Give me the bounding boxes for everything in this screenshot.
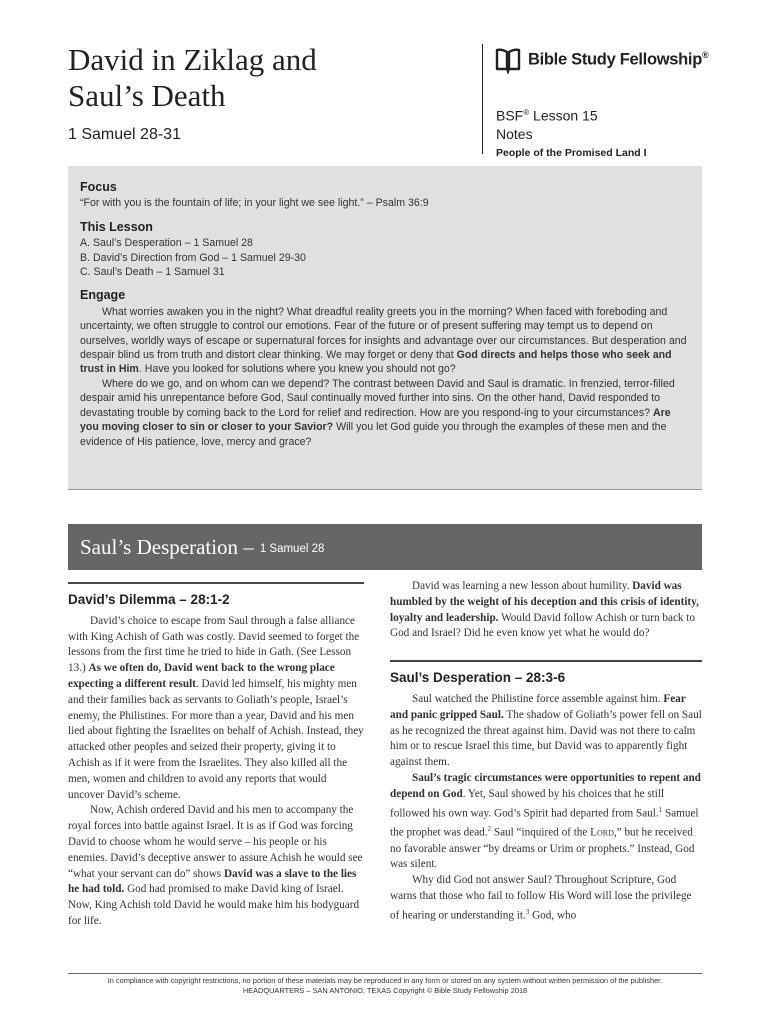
lesson-item-c: C. Saul’s Death – 1 Samuel 31 bbox=[80, 266, 225, 279]
this-lesson-heading: This Lesson bbox=[80, 219, 153, 234]
notes-label: Notes bbox=[496, 125, 533, 142]
lesson-number: BSF® Lesson 15 bbox=[496, 107, 598, 124]
right-paragraph-2: Saul’s tragic circumstances were opportunities to repent and depend on God. Yet, Saul showed by his choices that he still followed his own way. God’s Spirit had departed from Saul.$^1$ Samuel the prophet was dead.$^2$ Saul “inquired of the Lord,” but he received no favorable answer “by dreams or Urim or prophets.” Instead, God was silent. bbox=[390, 771, 701, 871]
lesson-item-b: B. David’s Direction from God – 1 Samuel 29-30 bbox=[80, 251, 306, 264]
footnote-ref-1: 1 bbox=[658, 805, 663, 814]
right-paragraph-1: Saul watched the Philistine force assemble against him. Fear and panic gripped Saul. The shadow of Goliath’s power fell on Saul as he recognized the threat against him. David was not there to calm him or to rescue Israel this time, but David was to apparently fight against them. bbox=[390, 692, 702, 769]
this-lesson-section bbox=[80, 220, 688, 280]
copyright-notice: In compliance with copyright restrictions, no portion of these materials may be reproduced in any form or stored on any system without written permission of the publisher. bbox=[107, 976, 663, 985]
copyright-footer bbox=[68, 973, 702, 996]
lesson-info bbox=[496, 104, 647, 159]
focus-section bbox=[80, 180, 688, 211]
engage-section bbox=[80, 288, 688, 448]
open-book-icon bbox=[494, 46, 522, 74]
subheading-rule bbox=[68, 582, 364, 584]
focus-heading: Focus bbox=[80, 180, 117, 194]
section-title: Saul’s Desperation – bbox=[80, 534, 254, 559]
left-paragraph-2: Now, Achish ordered David and his men to accompany the royal forces into battle against Israel. It is as if God was forcing David to choose whom he would serve – his people or his enemies. David’s deceptive answer to assure Achish he would see “what your servant can do” shows David was a slave to the lies he had told. God had promised to make David king of Israel. Now, King Achish told David he would make him his bodyguard for life. bbox=[68, 804, 363, 927]
focus-box bbox=[68, 166, 702, 490]
section-reference: 1 Samuel 28 bbox=[259, 543, 325, 555]
page-title-line-2: Saul’s Death bbox=[68, 78, 226, 113]
right-column bbox=[390, 579, 702, 924]
left-column bbox=[68, 582, 364, 930]
subheading-davids-dilemma: David’s Dilemma – 28:1-2 bbox=[68, 592, 230, 607]
right-paragraph-3: Why did God not answer Saul? Throughout Scripture, God warns that those who fail to follow His Word will lose the privilege of hearing or understanding it.$^3$ God, who bbox=[390, 874, 692, 922]
footnote-ref-3: 3 bbox=[525, 907, 530, 916]
page-title-line-1: David in Ziklag and bbox=[68, 42, 317, 77]
right-paragraph-0: David was learning a new lesson about humility. David was humbled by the weight of his deception and this crisis of identity, loyalty and leadership. Would David follow Achish or turn back to God and Israel? Did he even know yet what he would do? bbox=[390, 580, 699, 640]
focus-verse: “For with you is the fountain of life; in your light we see light.” – Psalm 36:9 bbox=[80, 197, 429, 210]
footnote-ref-2: 2 bbox=[487, 825, 492, 834]
engage-paragraph-2: Where do we go, and on whom can we depend? The contrast between David and Saul is dramatic. In frenzied, terror-filled despair amid his unrepentance before God, Saul continually moved further into sins. On the other hand, David responded to devastating trouble by coming back to the Lord for relief and redirection. How are you respond-ing to your circumstances? Are you moving closer to sin or closer to your Savior? Will you let God guide you through the examples of these men and the evidence of His patience, love, mercy and grace? bbox=[80, 377, 675, 448]
header-divider bbox=[482, 44, 483, 154]
brand-name: Bible Study Fellowship® bbox=[528, 50, 709, 69]
brand-logo bbox=[494, 46, 708, 74]
engage-paragraph-1: What worries awaken you in the night? What dreadful reality greets you in the morning? When faced with foreboding and uncertainty, we often struggle to control our emotions. Fear of the future or of present suffering may tempt us to depend on ourselves, worldly ways of escape or supernatural forces for insights and advantage over our circumstances. But desperation and despair blind us from truth and distort clear thinking. We may forget or deny that God directs and helps those who seek and trust in Him. Have you looked for solutions where you knew you should not go? bbox=[80, 305, 687, 376]
scripture-reference: 1 Samuel 28-31 bbox=[68, 126, 181, 143]
engage-heading: Engage bbox=[80, 288, 126, 303]
copyright-headquarters: HEADQUARTERS – SAN ANTONIO, TEXAS Copyright © Bible Study Fellowship 2018 bbox=[242, 986, 528, 995]
title-block bbox=[68, 42, 448, 144]
left-paragraph-1: David’s choice to escape from Saul through a false alliance with King Achish of Gath was costly. David seemed to forget the lessons from the first time he tried to hide in Gath. (See Lesson 13.) As we often do, David went back to the wrong place expecting a different result. David led himself, his mighty men and their families back as servants to Goliath’s people, Israel’s enemy, the Philistines. For more than a year, David and his men lied about fighting the Israelites on behalf of Achish. Instead, they attacked other peoples and seized their property, giving it to Achish as if it were from the Israelites. They also killed all the men, women and children to avoid any reports that would uncover David’s scheme. bbox=[68, 614, 364, 801]
series-name: People of the Promised Land I bbox=[496, 146, 647, 159]
lesson-item-a: A. Saul’s Desperation – 1 Samuel 28 bbox=[80, 237, 253, 250]
section-heading-band bbox=[68, 524, 702, 570]
subheading-rule bbox=[390, 660, 702, 662]
subheading-sauls-desperation: Saul’s Desperation – 28:3-6 bbox=[390, 670, 566, 686]
